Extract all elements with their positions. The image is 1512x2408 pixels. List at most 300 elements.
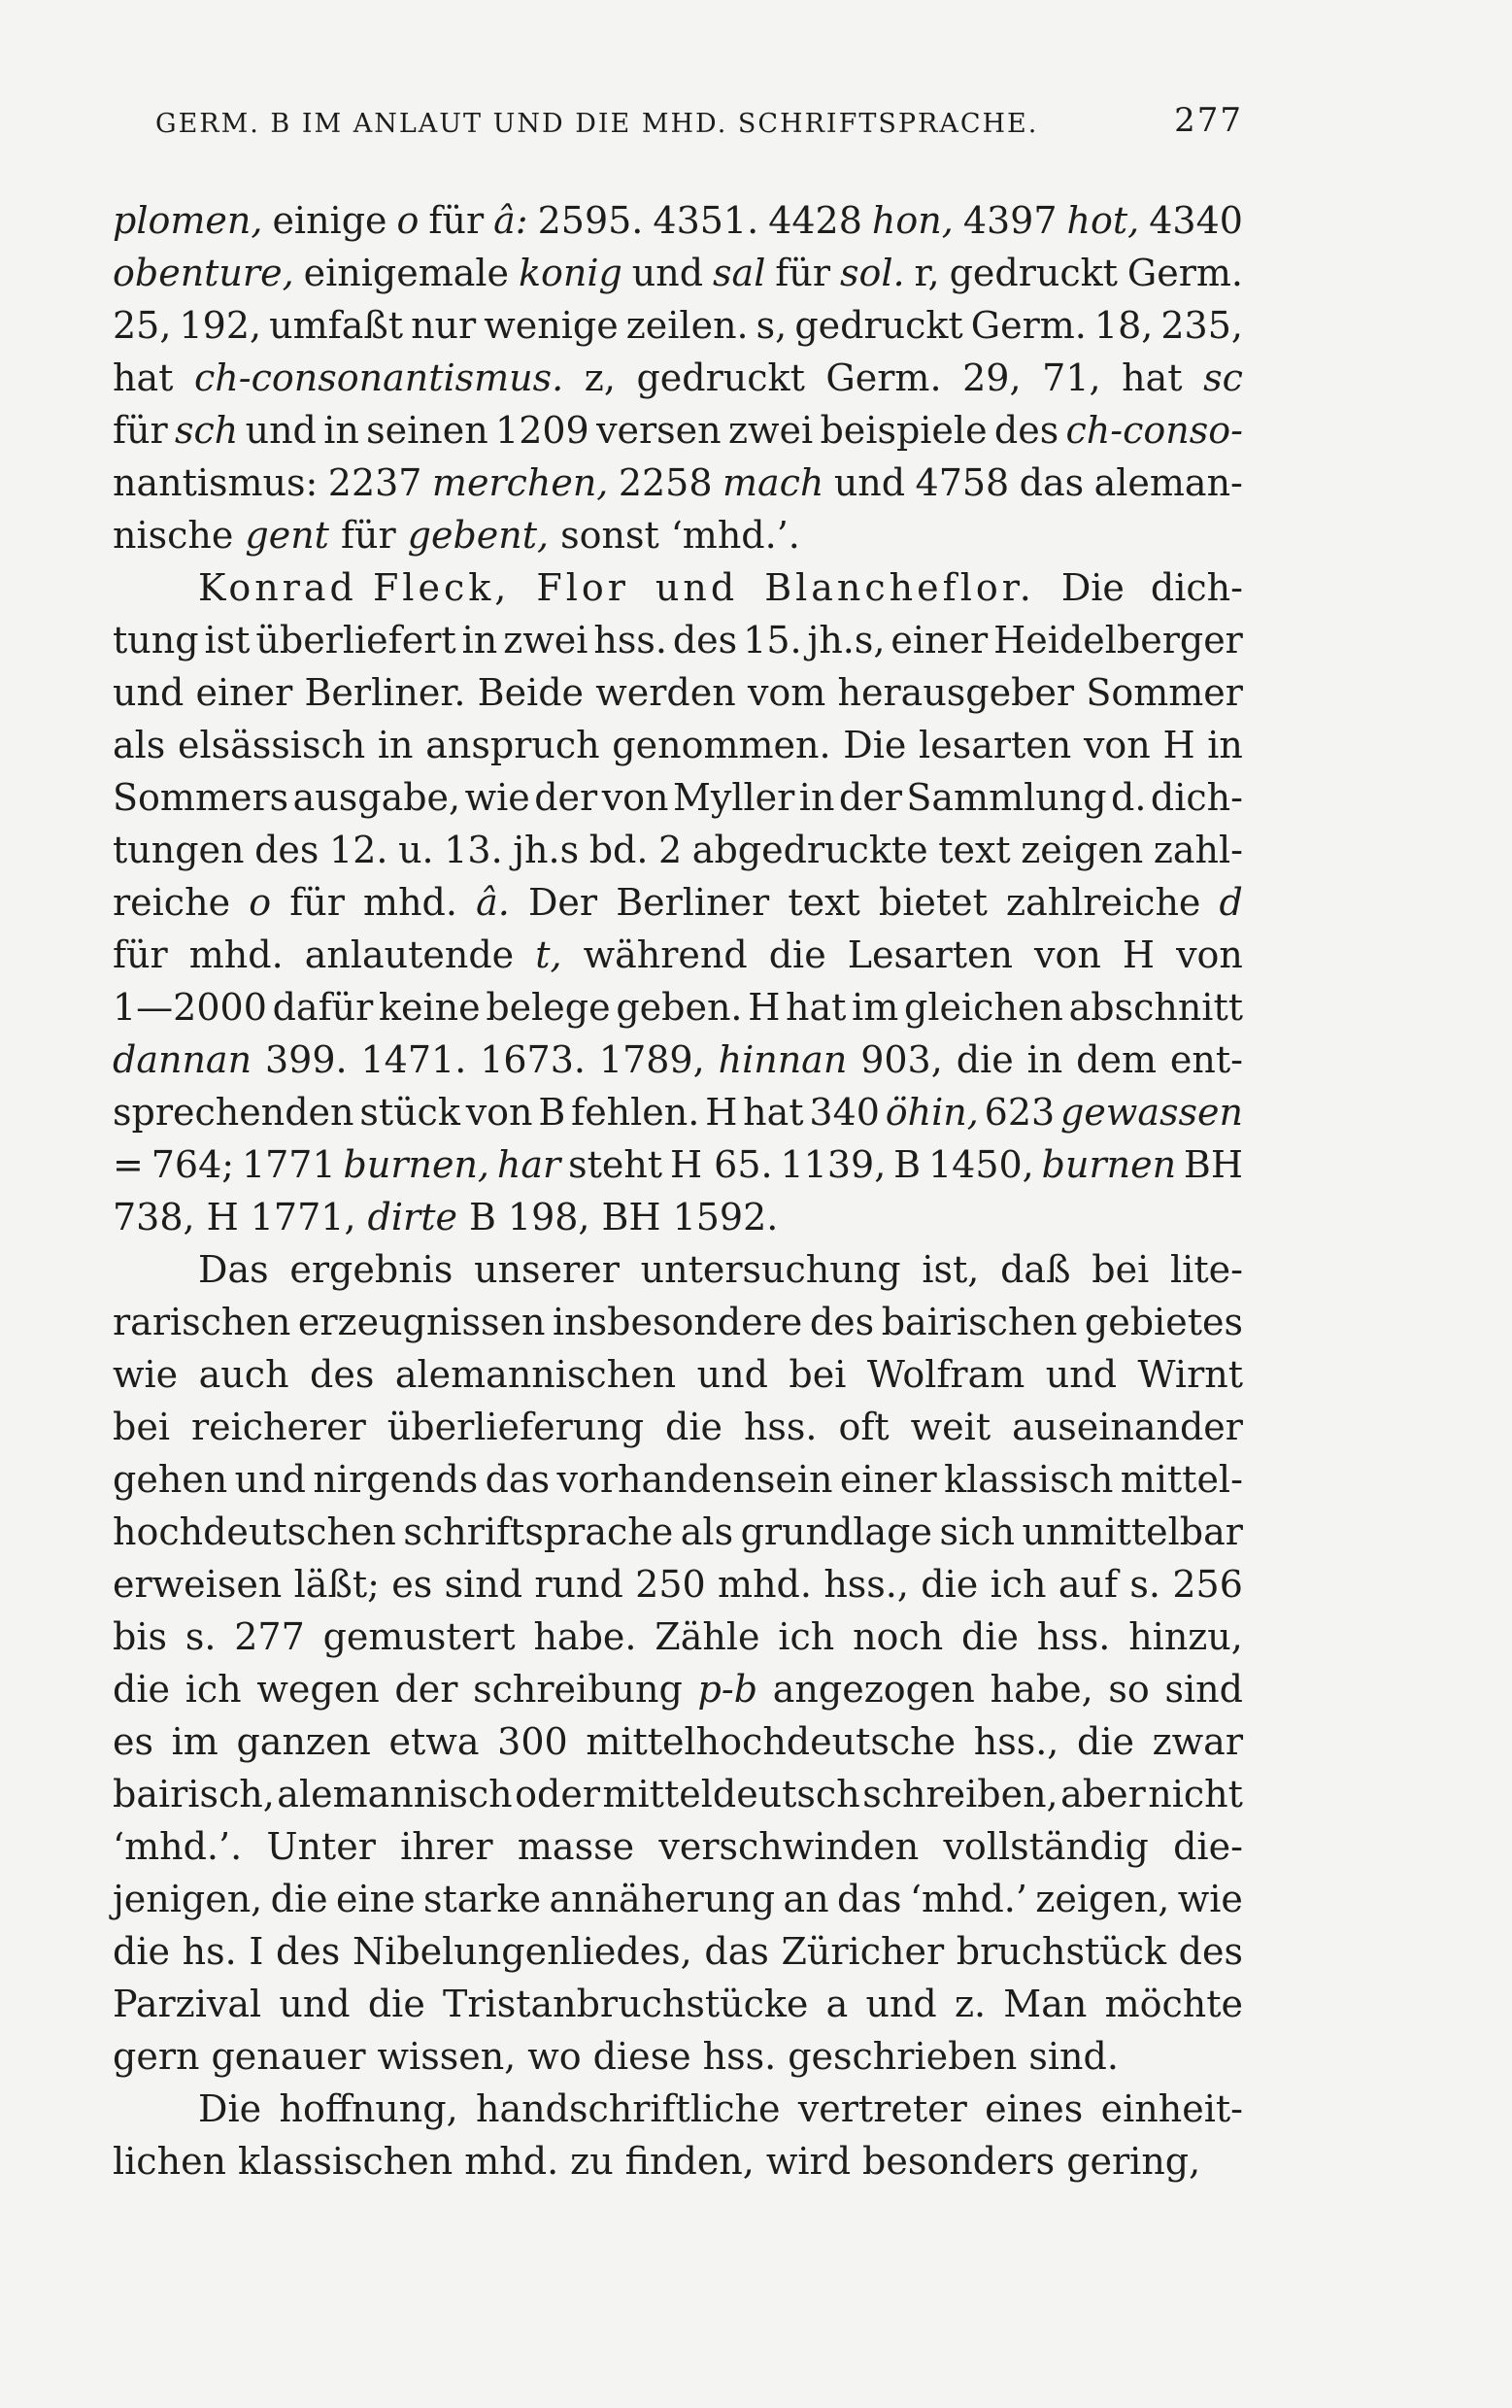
- word: und: [865, 1983, 937, 2025]
- word: mhd.: [188, 933, 284, 976]
- word: klassisch: [944, 1458, 1114, 1501]
- word: 4397: [962, 199, 1058, 242]
- word: Germ.: [970, 304, 1087, 347]
- word: schriftsprache: [403, 1510, 674, 1553]
- word: a: [825, 1983, 849, 2025]
- word: untersuchung: [640, 1248, 901, 1291]
- word: die: [113, 1930, 170, 1973]
- word: abgedruckte: [691, 829, 928, 871]
- word: hat: [786, 986, 847, 1029]
- word: s.: [1129, 1563, 1161, 1606]
- word: möchte: [1104, 1983, 1243, 2025]
- word: einer: [195, 671, 293, 714]
- word: hss.,: [973, 1720, 1059, 1763]
- word: 1450,: [927, 1143, 1034, 1186]
- word: in: [323, 409, 359, 452]
- word: für: [113, 409, 168, 452]
- word: 192,: [179, 304, 262, 347]
- word: und: [113, 671, 185, 714]
- word: gebietes: [1084, 1301, 1243, 1343]
- word: Sommers: [113, 776, 289, 819]
- word: hoffnung,: [279, 2087, 458, 2130]
- word: eines: [985, 2087, 1084, 2130]
- word: in: [1026, 1038, 1063, 1081]
- word: und: [1045, 1353, 1118, 1396]
- text-line: [113, 876, 1243, 929]
- text-line: [113, 2030, 1243, 2083]
- word: hinzu,: [1128, 1615, 1243, 1658]
- word: zu: [570, 2140, 614, 2183]
- word: bietet: [878, 881, 988, 924]
- text-line: [113, 1925, 1243, 1978]
- word: bei: [789, 1353, 847, 1396]
- body-text: [113, 194, 1243, 2188]
- word: wie: [1177, 1878, 1243, 1920]
- word: zahl-: [1153, 829, 1243, 871]
- text-line: [113, 929, 1243, 981]
- word: 399.: [264, 1038, 348, 1081]
- word: dem: [1076, 1038, 1157, 1081]
- word: es: [113, 1720, 153, 1763]
- text-line: [113, 1453, 1243, 1506]
- word: p-b: [697, 1668, 758, 1711]
- word: eine: [335, 1878, 416, 1920]
- word: hs.: [182, 1930, 237, 1973]
- word: Flor: [536, 566, 629, 609]
- text-line: [113, 404, 1243, 457]
- word: hat: [743, 1091, 804, 1134]
- word: Myller: [672, 776, 795, 819]
- word: 13.: [444, 829, 503, 871]
- word: 1673.: [480, 1038, 586, 1081]
- word: genommen.: [612, 724, 831, 766]
- text-line: [113, 1820, 1243, 1873]
- word: H: [748, 986, 781, 1029]
- word: o: [249, 881, 272, 924]
- word: einigemale: [303, 252, 510, 294]
- word: alemannischen: [394, 1353, 677, 1396]
- word: herausgeber: [837, 671, 1075, 714]
- word: gering,: [1066, 2140, 1201, 2183]
- word: sind: [444, 1563, 523, 1606]
- word: Unter: [266, 1825, 376, 1868]
- text-line: [113, 1401, 1243, 1453]
- word: in: [377, 724, 414, 766]
- text-line: [113, 666, 1243, 719]
- word: Sammlung: [906, 776, 1107, 819]
- word: einer: [890, 619, 989, 661]
- word: seinen: [366, 409, 488, 452]
- word: genauer: [211, 2035, 366, 2078]
- word: beispiele: [820, 409, 988, 452]
- word: Blancheflor.: [764, 566, 1035, 609]
- word: die: [768, 933, 826, 976]
- word: dannan: [113, 1038, 252, 1081]
- word: 4428: [768, 199, 862, 242]
- word: wie: [113, 1353, 179, 1396]
- word: tungen: [113, 829, 245, 871]
- word: masse: [517, 1825, 635, 1868]
- word: ch-conso-: [1065, 409, 1243, 452]
- text-line: [113, 1663, 1243, 1715]
- word: schreibung: [473, 1668, 683, 1711]
- word: gewassen: [1060, 1091, 1243, 1134]
- word: H: [1122, 933, 1156, 976]
- word: 29,: [962, 356, 1022, 399]
- word: 1592.: [672, 1196, 779, 1238]
- word: und: [833, 461, 906, 504]
- word: des: [275, 1930, 341, 1973]
- word: wenige: [484, 304, 619, 347]
- word: nantismus:: [113, 461, 319, 504]
- word: Wirnt: [1137, 1353, 1243, 1396]
- word: dich-: [1150, 776, 1243, 819]
- word: jenigen,: [113, 1878, 263, 1920]
- word: 2258: [618, 461, 713, 504]
- word: gern: [113, 2035, 200, 2078]
- word: besonders: [862, 2140, 1056, 2183]
- text-line: [113, 509, 1243, 561]
- word: anlautende: [304, 933, 515, 976]
- word: 250: [635, 1563, 706, 1606]
- word: alemannisch: [277, 1773, 513, 1815]
- word: Sommer: [1086, 671, 1243, 714]
- word: von: [1176, 933, 1243, 976]
- word: zwar: [1152, 1720, 1243, 1763]
- word: gebent,: [407, 514, 550, 557]
- word: ‘mhd.’.: [113, 1825, 243, 1868]
- word: z.: [954, 1983, 987, 2025]
- word: abschnitt: [1068, 986, 1243, 1029]
- word: belege: [486, 986, 611, 1029]
- word: H: [1162, 724, 1195, 766]
- word: sol.: [839, 252, 905, 294]
- word: Die: [198, 2087, 262, 2130]
- word: lesarten: [919, 724, 1072, 766]
- text-line: [113, 824, 1243, 876]
- word: hat: [1122, 356, 1183, 399]
- word: die: [961, 1615, 1019, 1658]
- word: zeigen,: [1035, 1878, 1170, 1920]
- word: nische: [113, 514, 234, 557]
- word: überliefert: [255, 619, 456, 661]
- word: 4340: [1149, 199, 1243, 242]
- word: unmittelbar: [1022, 1510, 1243, 1553]
- word: 4351.: [653, 199, 759, 242]
- word: sprechenden: [113, 1091, 354, 1134]
- word: das: [837, 1878, 902, 1920]
- word: konig: [518, 252, 622, 294]
- word: die: [367, 1983, 425, 2025]
- word: umfaßt: [269, 304, 404, 347]
- word: d.: [1111, 776, 1147, 819]
- word: ausgabe,: [292, 776, 461, 819]
- word: und: [631, 252, 704, 294]
- word: BH: [601, 1196, 661, 1238]
- word: mittelhochdeutsche: [586, 1720, 957, 1763]
- text-line: [113, 1873, 1243, 1925]
- word: Tristanbruchstücke: [443, 1983, 809, 2025]
- word: erweisen: [113, 1563, 283, 1606]
- word: im: [171, 1720, 218, 1763]
- word: 300: [497, 1720, 568, 1763]
- text-line: [113, 1506, 1243, 1558]
- word: ist,: [922, 1248, 980, 1291]
- word: ich: [778, 1615, 835, 1658]
- word: an: [783, 1878, 829, 1920]
- word: wissen,: [377, 2035, 517, 2078]
- word: 25,: [113, 304, 172, 347]
- word: zwei: [503, 619, 588, 661]
- word: zwei: [727, 409, 814, 452]
- word: unserer: [474, 1248, 620, 1291]
- word: habe.: [533, 1615, 637, 1658]
- word: der: [534, 776, 598, 819]
- word: daß: [1000, 1248, 1071, 1291]
- word: fehlen.: [571, 1091, 700, 1134]
- word: 1—2000: [113, 986, 267, 1029]
- word: sind: [1164, 1668, 1243, 1711]
- word: elsässisch: [178, 724, 366, 766]
- word: mhd.: [464, 2140, 559, 2183]
- word: des: [993, 409, 1059, 452]
- word: =: [113, 1143, 144, 1186]
- word: einige: [272, 199, 387, 242]
- word: das: [1019, 461, 1085, 504]
- word: 738,: [113, 1196, 195, 1238]
- word: versen: [596, 409, 722, 452]
- word: einheit-: [1100, 2087, 1243, 2130]
- word: hinnan: [718, 1038, 848, 1081]
- word: läßt;: [293, 1563, 380, 1606]
- running-title: GERM. B IM ANLAUT UND DIE MHD. SCHRIFTSPRACHE.: [155, 109, 1039, 139]
- word: im: [852, 986, 899, 1029]
- word: öhin,: [885, 1091, 979, 1134]
- word: die: [921, 1563, 979, 1606]
- word: hss.: [743, 1406, 818, 1448]
- word: Berliner.: [304, 671, 466, 714]
- word: lichen: [113, 2140, 227, 2183]
- word: Lesarten: [847, 933, 1013, 976]
- word: überlieferung: [386, 1406, 645, 1448]
- word: ergebnis: [289, 1248, 454, 1291]
- word: geben.: [616, 986, 743, 1029]
- word: Berliner: [616, 881, 770, 924]
- word: hochdeutschen: [113, 1510, 396, 1553]
- word: Die: [843, 724, 907, 766]
- word: Das: [198, 1248, 269, 1291]
- text-line: [113, 2083, 1243, 2135]
- word: Konrad Fleck,: [198, 566, 511, 609]
- word: dirte: [367, 1196, 457, 1238]
- word: noch: [853, 1615, 944, 1658]
- word: vorhandensein: [556, 1458, 833, 1501]
- word: und: [279, 1983, 351, 2025]
- word: hss.: [1036, 1615, 1111, 1658]
- word: sal: [713, 252, 766, 294]
- word: 4758: [915, 461, 1010, 504]
- word: von: [601, 776, 669, 819]
- word: vertreter: [797, 2087, 967, 2130]
- word: 623: [984, 1091, 1056, 1134]
- text-line: [113, 247, 1243, 299]
- word: bei: [113, 1406, 170, 1448]
- word: BH: [1183, 1143, 1243, 1186]
- word: 2: [658, 829, 683, 871]
- word: hot,: [1066, 199, 1140, 242]
- word: während: [583, 933, 748, 976]
- text-line: [113, 352, 1243, 404]
- word: s.: [185, 1615, 217, 1658]
- word: Germ.: [825, 356, 942, 399]
- word: die: [113, 1668, 170, 1711]
- word: auf: [1058, 1563, 1119, 1606]
- word: auch: [198, 1353, 289, 1396]
- word: der: [838, 776, 902, 819]
- word: das: [704, 1930, 769, 1973]
- word: ihrer: [400, 1825, 493, 1868]
- word: schreiben,: [862, 1773, 1058, 1815]
- word: zeilen.: [625, 304, 749, 347]
- word: z,: [584, 356, 616, 399]
- word: 12.: [329, 829, 388, 871]
- word: annäherung: [549, 1878, 776, 1920]
- word: des: [1178, 1930, 1243, 1973]
- text-line: [113, 194, 1243, 247]
- word: oft: [838, 1406, 890, 1448]
- word: Germ.: [1126, 252, 1243, 294]
- word: erzeugnissen: [297, 1301, 546, 1343]
- word: hon,: [871, 199, 954, 242]
- word: Die: [1060, 566, 1125, 609]
- word: 18,: [1093, 304, 1154, 347]
- word: 235,: [1160, 304, 1243, 347]
- word: d: [1219, 881, 1243, 924]
- word: hat: [113, 356, 174, 399]
- word: 2595.: [537, 199, 644, 242]
- word: angezogen: [772, 1668, 975, 1711]
- word: gedruckt: [949, 252, 1118, 294]
- word: 277: [234, 1615, 305, 1658]
- word: H: [206, 1196, 239, 1238]
- word: H 65.: [669, 1143, 773, 1186]
- text-line: [113, 1243, 1243, 1296]
- word: wird: [765, 2140, 852, 2183]
- text-line: [113, 719, 1243, 771]
- word: die-: [1173, 1825, 1243, 1868]
- word: in: [461, 619, 498, 661]
- word: als: [680, 1510, 734, 1553]
- word: bairisch,: [113, 1773, 275, 1815]
- word: nicht: [1148, 1773, 1243, 1815]
- word: etwa: [388, 1720, 480, 1763]
- word: diese: [592, 2035, 691, 2078]
- word: in: [798, 776, 835, 819]
- word: für: [289, 881, 345, 924]
- word: 1771: [241, 1143, 336, 1186]
- word: Zähle: [655, 1615, 760, 1658]
- word: einer: [839, 1458, 937, 1501]
- text-line: [113, 1768, 1243, 1820]
- word: r,: [914, 252, 940, 294]
- word: dafür: [272, 986, 374, 1029]
- word: I: [249, 1930, 264, 1973]
- word: mitteldeutsch: [602, 1773, 860, 1815]
- word: Nibelungenliedes,: [352, 1930, 692, 1973]
- word: mhd.: [718, 1563, 812, 1606]
- text-line: [113, 561, 1243, 614]
- word: 903,: [860, 1038, 943, 1081]
- word: 15.: [743, 619, 802, 661]
- word: sind.: [1028, 2035, 1119, 2078]
- word: mhd.: [363, 881, 457, 924]
- word: o: [396, 199, 420, 242]
- word: mittel-: [1120, 1458, 1243, 1501]
- text-line: [113, 614, 1243, 666]
- word: bis: [113, 1615, 167, 1658]
- word: für: [428, 199, 485, 242]
- word: von: [1034, 933, 1101, 976]
- word: steht: [568, 1143, 663, 1186]
- word: 764;: [151, 1143, 235, 1186]
- word: bairischen: [881, 1301, 1078, 1343]
- word: Züricher: [781, 1930, 945, 1973]
- word: finden,: [624, 2140, 755, 2183]
- word: hss.,: [823, 1563, 909, 1606]
- word: die: [956, 1038, 1014, 1081]
- text-line: [113, 2135, 1243, 2188]
- word: sc: [1203, 356, 1243, 399]
- word: gemustert: [322, 1615, 516, 1658]
- word: B: [893, 1143, 922, 1186]
- word: aber: [1060, 1773, 1146, 1815]
- word: ist: [204, 619, 251, 661]
- text-line: [113, 1611, 1243, 1663]
- word: text: [788, 881, 860, 924]
- word: u.: [398, 829, 434, 871]
- word: der: [394, 1668, 458, 1711]
- word: 1209: [495, 409, 589, 452]
- word: hss.: [593, 619, 667, 661]
- word: dich-: [1150, 566, 1243, 609]
- text-line: [113, 1086, 1243, 1138]
- word: von: [465, 1091, 533, 1134]
- word: zeigen: [1021, 829, 1144, 871]
- word: Man: [1003, 1983, 1088, 2025]
- word: wie: [464, 776, 530, 819]
- word: rarischen: [113, 1301, 291, 1343]
- running-header: [113, 97, 1243, 155]
- text-line: [113, 1034, 1243, 1086]
- word: klassischen: [238, 2140, 454, 2183]
- word: weit: [910, 1406, 991, 1448]
- word: auseinander: [1012, 1406, 1243, 1448]
- word: es: [391, 1563, 433, 1606]
- word: 256: [1172, 1563, 1243, 1606]
- word: oder: [515, 1773, 600, 1815]
- word: gedruckt: [636, 356, 805, 399]
- word: die: [665, 1406, 722, 1448]
- word: gleichen: [904, 986, 1063, 1029]
- word: Wolfram: [866, 1353, 1025, 1396]
- word: B: [538, 1091, 566, 1134]
- word: des: [310, 1353, 375, 1396]
- word: für: [775, 252, 830, 294]
- word: habe,: [990, 1668, 1093, 1711]
- text-line: [113, 1978, 1243, 2030]
- word: ganzen: [236, 1720, 371, 1763]
- word: wegen: [256, 1668, 380, 1711]
